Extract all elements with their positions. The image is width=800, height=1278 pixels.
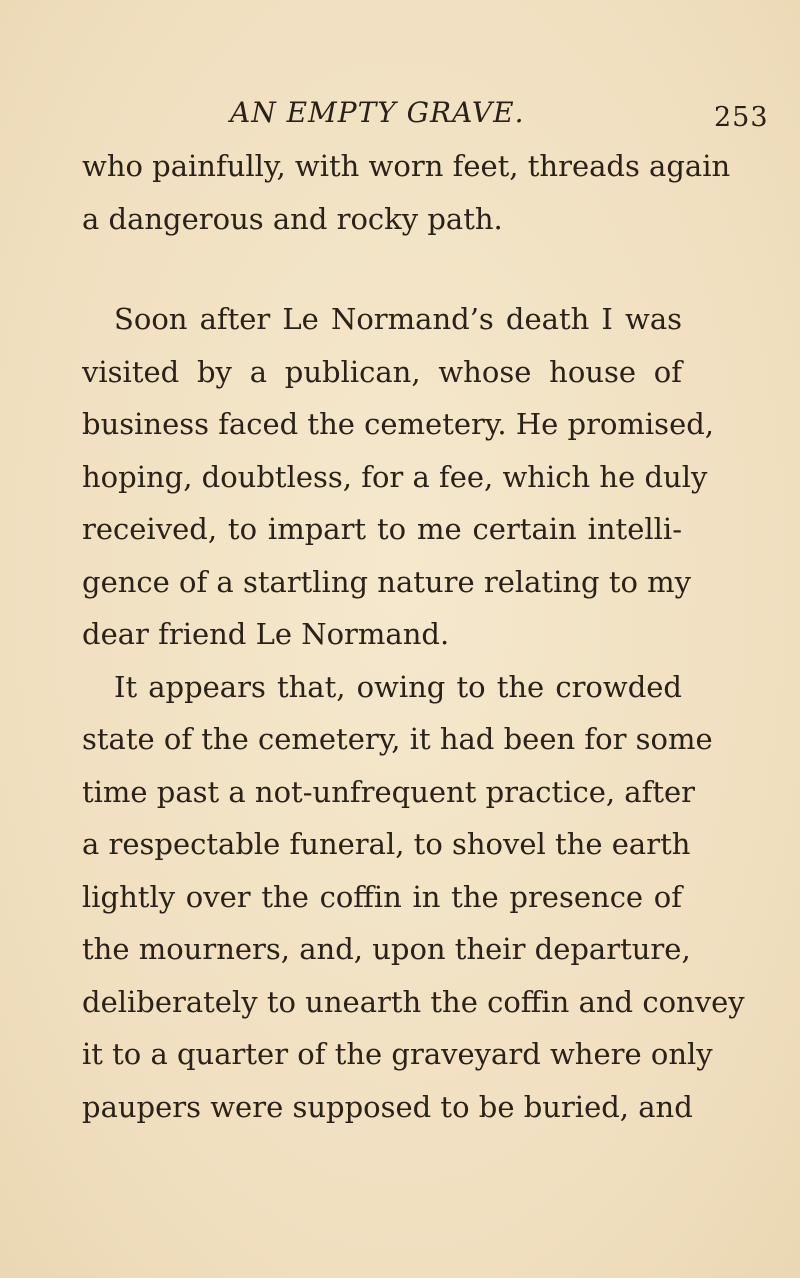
text-line: lightly over the coffin in the presence of: [82, 879, 682, 914]
text-line: paupers were supposed to be buried, and: [82, 1089, 693, 1124]
text-line: state of the cemetery, it had been for some: [82, 722, 713, 756]
text-line: the mourners, and, upon their departure,: [82, 932, 691, 966]
text-line: business faced the cemetery. He promised,: [82, 407, 715, 441]
running-title: AN EMPTY GRAVE.: [230, 96, 525, 129]
text-line: visited by a publican, whose house of: [82, 354, 682, 389]
text-line: hoping, doubtless, for a fee, which he duly: [82, 459, 708, 494]
text-line: received, to impart to me certain intelli-: [82, 512, 682, 546]
paragraph-gap: [82, 245, 682, 293]
text-line: it to a quarter of the graveyard where only: [82, 1037, 713, 1071]
text-line: who painfully, with worn feet, threads again: [82, 149, 731, 183]
text-line: It appears that, owing to the crowded: [114, 669, 682, 704]
text-line: a dangerous and rocky path.: [82, 201, 503, 236]
page-number: 253: [714, 102, 769, 133]
text-line: time past a not-unfrequent practice, after: [82, 774, 696, 809]
text-line: deliberately to unearth the coffin and convey: [82, 984, 745, 1019]
text-line: a respectable funeral, to shovel the earth: [82, 827, 691, 861]
text-line: Soon after Le Normand’s death I was: [114, 302, 682, 336]
body-text: [82, 140, 745, 1133]
page-header: [0, 96, 800, 136]
text-line: gence of a startling nature relating to my: [82, 564, 692, 599]
text-line: dear friend Le Normand.: [82, 617, 450, 651]
